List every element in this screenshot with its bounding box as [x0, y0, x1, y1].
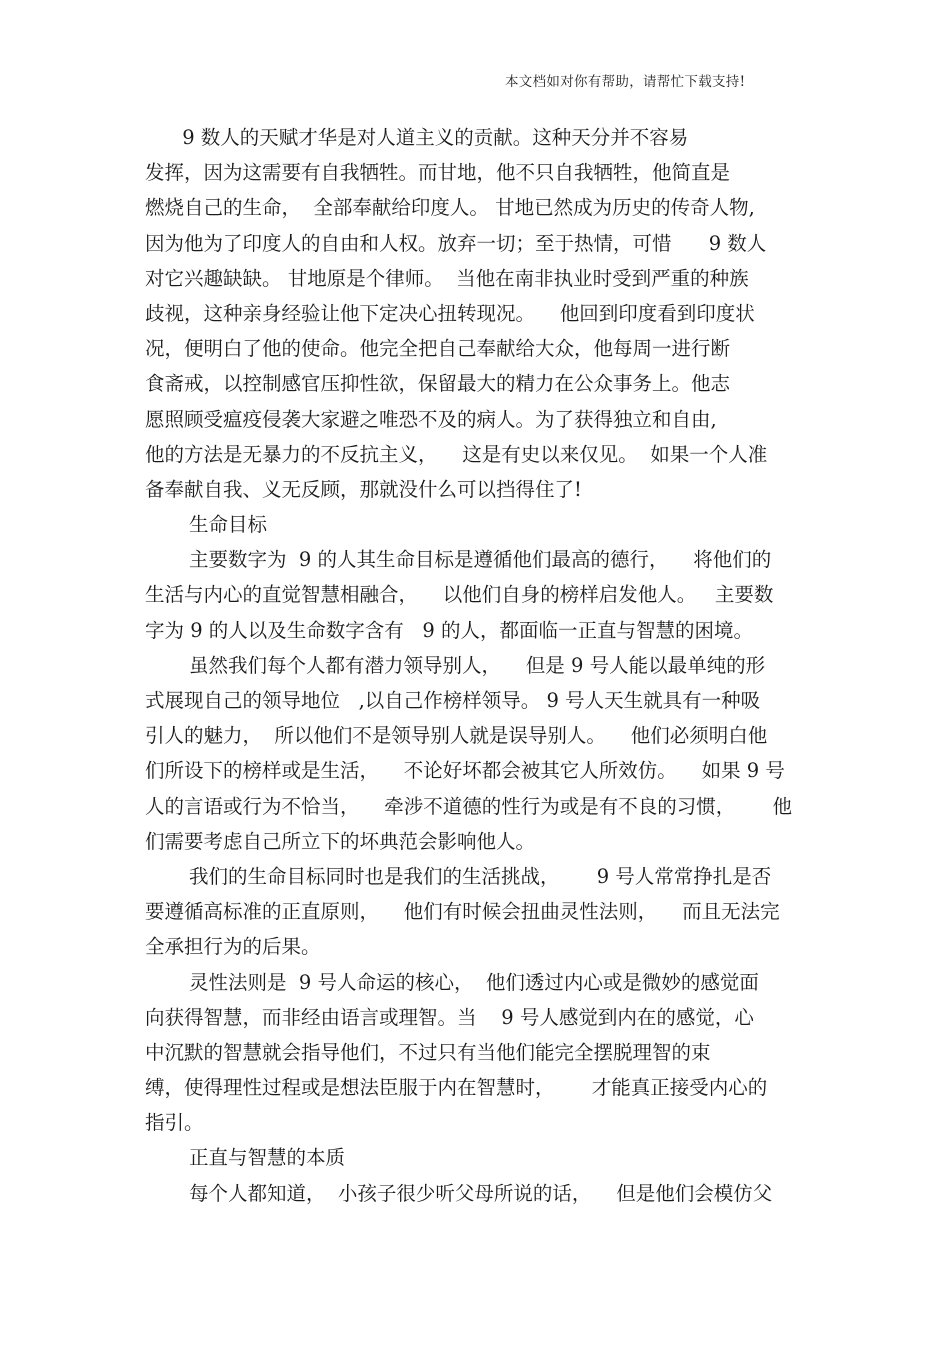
text-line: 歧视，这种亲身经验让他下定决心扭转现况。 他回到印度看到印度状 [145, 301, 755, 325]
text-line: 食斋戒，以控制感官压抑性欲，保留最大的精力在公众事务上。他志 [145, 372, 731, 396]
text-line: 主要数字为 9 的人其生命目标是遵循他们最高的德行， 将他们的 [189, 548, 772, 572]
text-line: 每个人都知道， 小孩子很少听父母所说的话， 但是他们会模仿父 [189, 1181, 773, 1205]
text-line: 们所设下的榜样或是生活， 不论好坏都会被其它人所效仿。 如果 9 号 [145, 759, 785, 783]
text-line: 况，便明白了他的使命。他完全把自己奉献给大众，他每周一进行断 [145, 337, 731, 361]
text-line: 人的言语或行为不恰当， 牵涉不道德的性行为或是有不良的习惯， 他 [145, 794, 792, 818]
text-line: 备奉献自我、义无反顾，那就没什么可以挡得住了! [145, 477, 582, 501]
text-line: 中沉默的智慧就会指导他们，不过只有当他们能完全摆脱理智的束 [145, 1040, 711, 1064]
text-line: 我们的生命目标同时也是我们的生活挑战， 9 号人常常挣扎是否 [189, 864, 772, 888]
header-note: 本文档如对你有帮助，请帮忙下载支持! [505, 74, 746, 90]
text-line: 缚，使得理性过程或是想法臣服于内在智慧时， 才能真正接受内心的 [145, 1076, 768, 1100]
text-line: 9 数人的天赋才华是对人道主义的贡献。这种天分并不容易 [145, 126, 689, 149]
text-line: 对它兴趣缺缺。 甘地原是个律师。 当他在南非执业时受到严重的种族 [145, 266, 749, 290]
text-line: 正直与智慧的本质 [189, 1146, 346, 1170]
text-line: 因为他为了印度人的自由和人权。放弃一切；至于热情，可惜 9 数人 [145, 231, 767, 255]
document-body [145, 120, 815, 1211]
text-line: 向获得智慧，而非经由语言或理智。当 9 号人感觉到内在的感觉，心 [145, 1005, 754, 1029]
text-line: 生命目标 [189, 513, 268, 537]
text-line: 全承担行为的后果。 [145, 935, 321, 959]
text-line: 灵性法则是 9 号人命运的核心， 他们透过内心或是微妙的感觉面 [189, 970, 759, 994]
text-line: 生活与内心的直觉智慧相融合， 以他们自身的榜样启发他人。 主要数 [145, 583, 774, 607]
text-line: 愿照顾受瘟疫侵袭大家避之唯恐不及的病人。为了获得独立和自由, [145, 407, 717, 431]
text-line: 虽然我们每个人都有潜力领导别人， 但是 9 号人能以最单纯的形 [189, 653, 766, 677]
text-line: 发挥，因为这需要有自我牺牲。而甘地，他不只自我牺牲，他简直是 [145, 161, 731, 185]
text-line: 他的方法是无暴力的不反抗主义， 这是有史以来仅见。 如果一个人准 [145, 442, 768, 466]
text-line: 引人的魅力， 所以他们不是领导别人就是误导别人。 他们必须明白他 [145, 724, 768, 748]
text-line: 要遵循高标准的正直原则， 他们有时候会扭曲灵性法则， 而且无法完 [145, 900, 780, 924]
text-line: 字为 9 的人以及生命数字含有 9 的人，都面临一正直与智慧的困境。 [145, 618, 754, 642]
text-line: 们需要考虑自己所立下的坏典范会影响他人。 [145, 829, 536, 853]
text-line: 式展现自己的领导地位 ,以自己作榜样领导。 9 号人天生就具有一种吸 [145, 689, 761, 712]
text-line: 指引。 [145, 1111, 204, 1135]
text-line: 燃烧自己的生命， 全部奉献给印度人。 甘地已然成为历史的传奇人物, [145, 196, 755, 220]
